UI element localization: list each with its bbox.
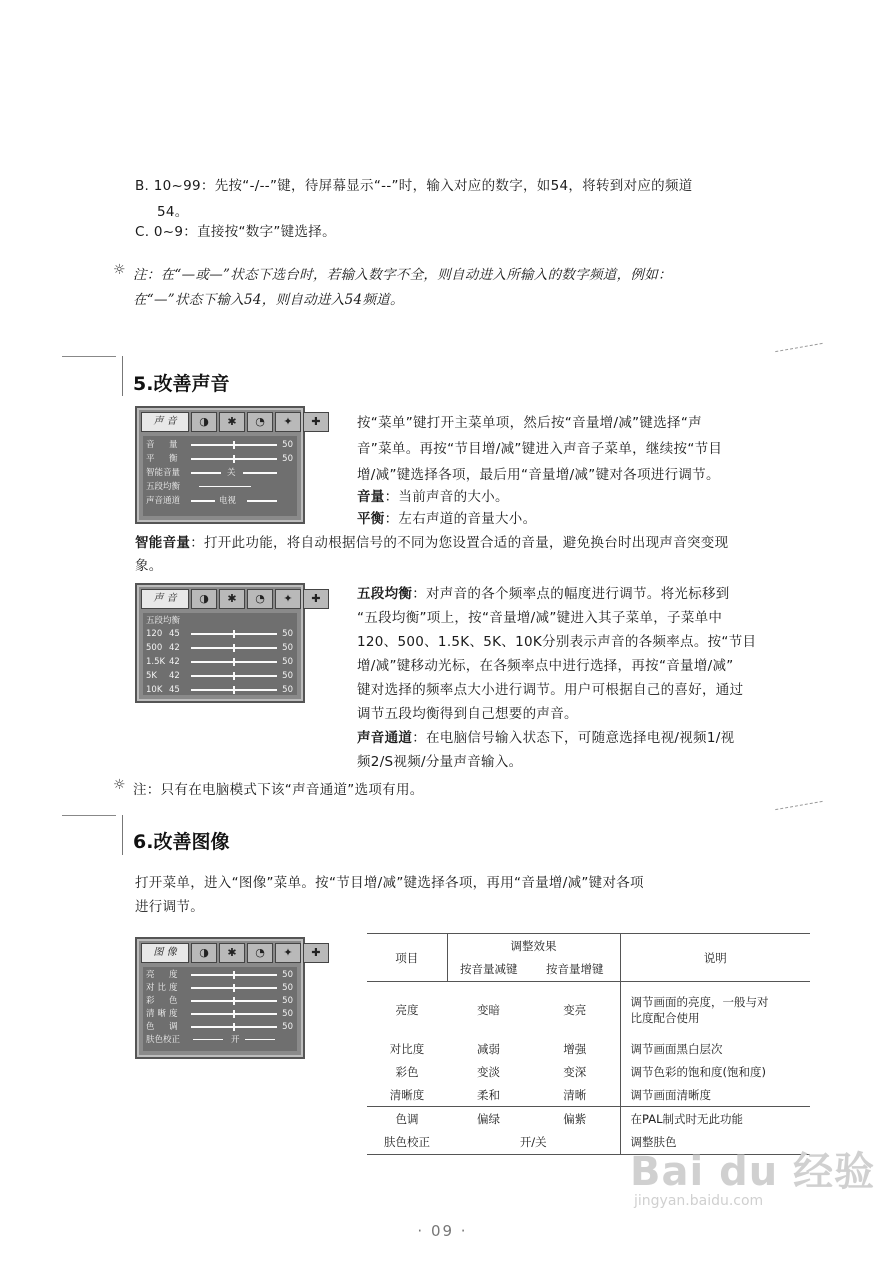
osd-row: 彩 色 50 [146, 996, 293, 1006]
note-1-line1: 注：在“—或—”状态下选台时，若输入数字不全，则自动进入所输入的数字频道，例如： [133, 267, 672, 283]
table-row: 亮度 变暗 变亮 调节画面的亮度，一般与对 比度配合使用 [367, 982, 810, 1038]
note-1-line2: 在“—”状态下输入54，则自动进入54频道。 [133, 292, 404, 308]
table-header-item: 项目 [367, 934, 447, 982]
osd-row: 对比度 50 [146, 983, 293, 993]
osd-row: 智能音量 关 [143, 467, 297, 479]
osd-tab-sound: 声 音 [141, 412, 189, 432]
channel-description-line1: 声音通道：在电脑信号输入状态下，可随意选择电视/视频1/视 [357, 730, 735, 746]
smart-volume-description: 智能音量：打开此功能，将自动根据信号的不同为您设置合适的音量，避免换台时出现声音突变现 [135, 535, 729, 551]
channel-tab-icon: ✱ [219, 589, 245, 609]
table-row: 彩色 变淡 变深 调节色彩的饱和度(饱和度) [367, 1061, 810, 1084]
function-tab-icon: ✦ [275, 943, 301, 963]
osd-row: 1.5K 42 50 [146, 657, 293, 667]
osd-row: 平 衡 50 [146, 454, 293, 464]
osd-row: 音 量 50 [146, 440, 293, 450]
timer-tab-icon: ◔ [247, 589, 273, 609]
channel-tab-icon: ✱ [219, 943, 245, 963]
channel-description-line2: 频2/S视频/分量声音输入。 [357, 754, 523, 770]
paragraph-b-line2: 54。 [157, 204, 189, 220]
sound-tab-icon: ◑ [191, 943, 217, 963]
table-header-desc: 说明 [703, 950, 727, 965]
osd-row: 清晰度 50 [146, 1009, 293, 1019]
timer-tab-icon: ◔ [247, 943, 273, 963]
section-5-title: 5.改善声音 [133, 373, 230, 395]
sound-intro-line3: 增/减”键选择各项，最后用“音量增/减”键对各项进行调节。 [357, 467, 720, 483]
smart-volume-description-line2: 象。 [135, 558, 163, 574]
section-rule-left [62, 356, 116, 357]
equalizer-menu-osd [135, 583, 321, 703]
sound-menu-osd [135, 406, 321, 524]
eq-description-line2: “五段均衡”项上，按“音量增/减”键进入其子菜单，子菜单中 [357, 610, 723, 626]
paragraph-c: C. 0~9：直接按“数字”键选择。 [135, 224, 336, 240]
osd-row: 肤色校正 开 [143, 1034, 297, 1046]
function-tab-icon: ✦ [275, 589, 301, 609]
eq-description-line5: 键对选择的频率点大小进行调节。用户可根据自己的喜好，通过 [357, 682, 744, 698]
eq-description-line6: 调节五段均衡得到自己想要的声音。 [357, 706, 578, 722]
sound-intro-line2: 音”菜单。再按“节目增/减”键进入声音子菜单，继续按“节目 [357, 441, 723, 457]
note-2: 注：只有在电脑模式下该“声音通道”选项有用。 [133, 782, 424, 798]
lightbulb-icon: ☼ [113, 262, 126, 278]
picture-adjust-table [367, 933, 810, 1155]
section-rule-left [62, 815, 116, 816]
section-rule-dash [775, 343, 823, 353]
osd-header: 五段均衡 [146, 616, 181, 626]
setup-tab-icon: ✚ [303, 412, 329, 432]
osd-row: 120 45 50 [146, 629, 293, 639]
osd-tab-picture: 图 像 [141, 943, 189, 963]
timer-tab-icon: ◔ [247, 412, 273, 432]
table-header-dec: 按音量减键 [460, 962, 518, 977]
eq-description-line3: 120、500、1.5K、5K、10K分别表示声音的各频率点。按“节目 [357, 634, 757, 650]
picture-tab-icon: ◑ [191, 589, 217, 609]
osd-row: 五段均衡 [143, 481, 297, 493]
volume-description: 音量：当前声音的大小。 [357, 489, 509, 505]
osd-row: 色 调 50 [146, 1022, 293, 1032]
osd-row: 亮 度 50 [146, 970, 293, 980]
osd-tab-sound: 声 音 [141, 589, 189, 609]
picture-menu-osd [135, 937, 321, 1059]
osd-row: 500 42 50 [146, 643, 293, 653]
table-header-inc: 按音量增键 [530, 958, 620, 982]
eq-description-line4: 增/减”键移动光标，在各频率点中进行选择，再按“音量增/减” [357, 658, 734, 674]
picture-intro-line2: 进行调节。 [135, 899, 204, 915]
setup-tab-icon: ✚ [303, 589, 329, 609]
eq-description-line1: 五段均衡：对声音的各个频率点的幅度进行调节。将光标移到 [357, 586, 730, 602]
balance-description: 平衡：左右声道的音量大小。 [357, 511, 537, 527]
table-row: 对比度 减弱 增强 调节画面黑白层次 [367, 1038, 810, 1061]
channel-tab-icon: ✱ [219, 412, 245, 432]
page-number: · 09 · [417, 1222, 468, 1240]
section-rule-vertical [122, 356, 123, 396]
picture-tab-icon: ◑ [191, 412, 217, 432]
setup-tab-icon: ✚ [303, 943, 329, 963]
picture-intro-line1: 打开菜单，进入“图像”菜单。按“节目增/减”键选择各项，再用“音量增/减”键对各项 [135, 875, 644, 891]
osd-row: 5K 42 50 [146, 671, 293, 681]
table-row: 清晰度 柔和 清晰 调节画面清晰度 [367, 1084, 810, 1107]
section-6-title: 6.改善图像 [133, 831, 230, 853]
section-rule-dash [775, 801, 823, 811]
osd-row: 10K 45 50 [146, 685, 293, 695]
paragraph-b-line1: B. 10~99：先按“-/--”键，待屏幕显示“--”时，输入对应的数字，如54，将转到对应的频道 [135, 178, 693, 194]
table-row: 色调 偏绿 偏紫 在PAL制式时无此功能 [367, 1107, 810, 1131]
table-header-effect: 调整效果 [447, 934, 620, 958]
table-row: 肤色校正 开/关 调整肤色 [367, 1131, 810, 1155]
osd-row: 声音通道 电视 [143, 495, 297, 507]
lightbulb-icon: ☼ [113, 777, 126, 793]
function-tab-icon: ✦ [275, 412, 301, 432]
section-rule-vertical [122, 815, 123, 855]
baidu-watermark: Bai du 经验 jingyan.baidu.com [630, 1149, 876, 1209]
sound-intro-line1: 按“菜单”键打开主菜单项，然后按“音量增/减”键选择“声 [357, 415, 702, 431]
